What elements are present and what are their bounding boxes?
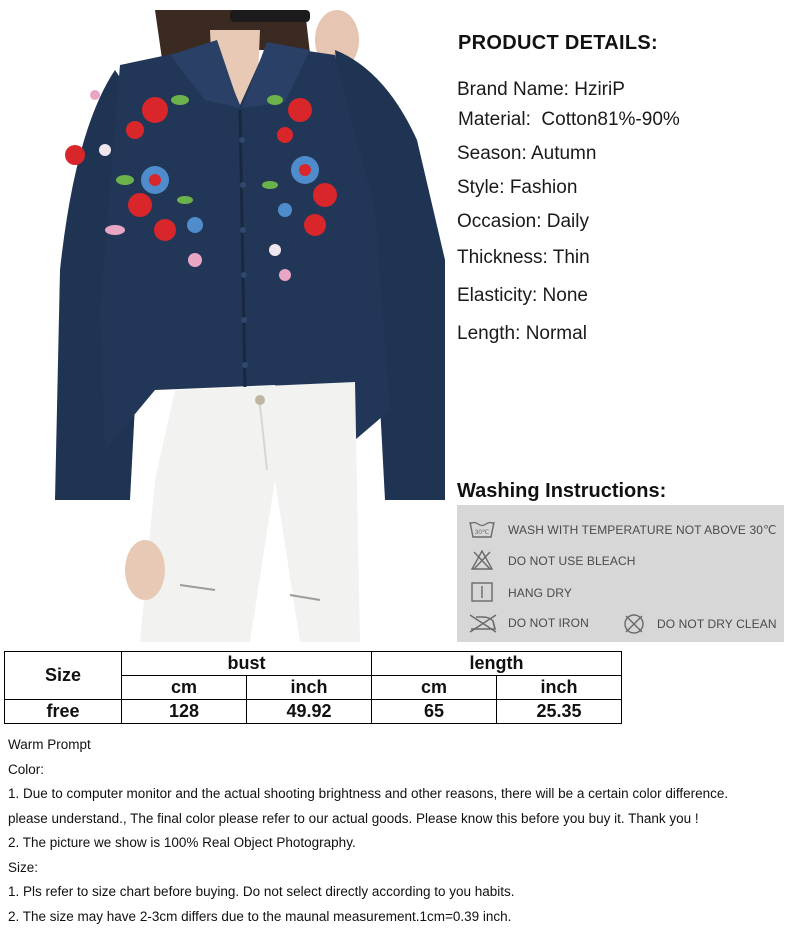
warm-prompt-notes (8, 733, 793, 929)
spec-length (457, 323, 587, 345)
spec-style (457, 177, 577, 199)
wash-temp-symbol: 30℃ (474, 529, 490, 536)
spec-label: Thickness: (457, 247, 548, 268)
note-line: please understand., The final color please refer to our actual goods. Please know this before you buy it. Thank you ! (8, 810, 699, 826)
spec-occasion (457, 211, 589, 233)
no-dry-clean-text: DO NOT DRY CLEAN (657, 617, 777, 631)
spec-label: Style: (457, 177, 505, 198)
bust-header: bust (122, 652, 372, 676)
spec-elasticity (457, 285, 588, 307)
washing-instructions-panel (457, 505, 784, 642)
spec-label: Length: (457, 323, 521, 344)
spec-value: Fashion (509, 177, 578, 198)
spec-label: Elasticity: (457, 285, 538, 306)
spec-brand-name (457, 79, 625, 101)
spec-value: Normal (525, 323, 587, 344)
length-inch-value: 25.35 (497, 700, 622, 724)
unit-cm: cm (122, 676, 247, 700)
spec-value: Autumn (530, 143, 597, 164)
note-line: Warm Prompt (8, 737, 91, 752)
no-dry-clean-icon (623, 613, 645, 635)
length-header: length (372, 652, 622, 676)
note-line: Size: (8, 859, 39, 875)
spec-thickness (457, 247, 590, 269)
note-line: 1. Due to computer monitor and the actual shooting brightness and other reasons, there will be a certain color difference. (8, 786, 729, 801)
unit-inch: inch (247, 676, 372, 700)
length-cm-value: 65 (372, 700, 497, 724)
wash-temp-text: WASH WITH TEMPERATURE NOT ABOVE 30℃ (508, 523, 777, 537)
no-iron-text: DO NOT IRON (508, 616, 589, 630)
spec-value: HziriP (574, 79, 625, 100)
note-line: 1. Pls refer to size chart before buying. Do not select directly according to you habits. (8, 884, 515, 899)
no-iron-icon (468, 613, 498, 633)
spec-value: Thin (552, 247, 590, 268)
spec-value: Daily (546, 211, 589, 232)
hang-dry-text: HANG DRY (508, 586, 572, 600)
no-bleach-text: DO NOT USE BLEACH (508, 554, 636, 568)
bust-cm-value: 128 (122, 700, 247, 724)
spec-material (458, 109, 680, 131)
spec-label: Occasion: (457, 211, 542, 232)
note-line: 2. The picture we show is 100% Real Object Photography. (8, 835, 356, 850)
product-details-title: PRODUCT DETAILS: (458, 32, 658, 54)
product-photo (45, 10, 445, 642)
table-row (5, 700, 622, 724)
spec-value: Cotton81%-90% (541, 109, 680, 130)
spec-season (457, 143, 596, 165)
bust-inch-value: 49.92 (247, 700, 372, 724)
unit-inch: inch (497, 676, 622, 700)
note-line: 2. The size may have 2-3cm differs due to the maunal measurement.1cm=0.39 inch. (8, 908, 512, 924)
washing-instructions-title: Washing Instructions: (457, 480, 667, 502)
spec-value: None (542, 285, 588, 306)
size-header: Size (5, 652, 122, 700)
spec-label: Material: (458, 109, 531, 130)
size-value: free (5, 700, 122, 724)
shirt-illustration (45, 10, 445, 642)
no-bleach-icon (471, 550, 493, 570)
wash-30-icon (469, 519, 495, 539)
size-table (4, 651, 622, 724)
hang-dry-icon (471, 582, 493, 602)
spec-label: Brand Name: (457, 79, 569, 100)
spec-label: Season: (457, 143, 527, 164)
note-line: Color: (8, 761, 45, 777)
unit-cm: cm (372, 676, 497, 700)
